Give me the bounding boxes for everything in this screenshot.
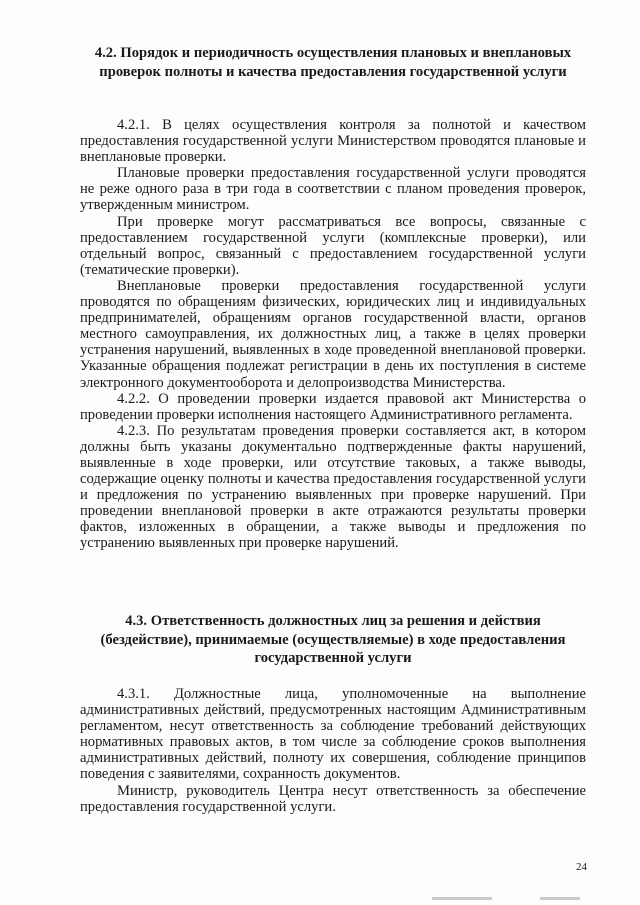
paragraph-4-2-2: 4.2.2. О проведении проверки издается правовой акт Министерства о проведении проверки исполнения настоящего Административного регламента. [80,390,586,423]
paragraph-check-scope: При проверке могут рассматриваться все вопросы, связанные с предоставлением государственной услуги (комплексные проверки), или отдельный вопрос, связанный с предоставлением государственной услуги (тематические проверки). [80,213,586,278]
paragraph-minister-responsibility: Министр, руководитель Центра несут ответственность за обеспечение предоставления государственной услуги. [80,782,586,815]
paragraph-unplanned-checks: Внеплановые проверки предоставления государственной услуги проводятся по обращениям физических, юридических лиц и индивидуальных предпринимателей, обращениям органов государственной власти, органов местного самоуправления, их должностных лиц, а также в целях проверки устранения нарушений, выявленных в ходе проведенной внеплановой проверки. Указанные обращения подлежат регистрации в день их поступления в системе электронного документооборота и делопроизводства Министерства. [80,277,586,391]
scan-artifact [432,897,492,900]
paragraph-4-3-1: 4.3.1. Должностные лица, уполномоченные на выполнение административных действий, предусмотренных настоящим Административным регламентом, несут ответственность за соблюдение требований действующих нормативных правовых актов, в том числе за соблюдение сроков выполнения административных действий, полноту их совершения, соблюдение принципов поведения с заявителями, сохранность документов. [80,686,586,783]
section-4-3-body [80,686,586,815]
page-number: 24 [576,861,587,873]
document-page [80,0,586,905]
paragraph-planned-checks: Плановые проверки предоставления государственной услуги проводятся не реже одного раза в три года в соответствии с планом проведения проверок, утвержденным министром. [80,165,586,214]
section-4-2-body [80,117,586,552]
paragraph-4-2-1: 4.2.1. В целях осуществления контроля за полнотой и качеством предоставления государственной услуги Министерством проводятся плановые и внеплановые проверки. [80,117,586,166]
scan-artifact [540,897,580,900]
section-4-2-heading: 4.2. Порядок и периодичность осуществления плановых и внеплановых проверок полноты и качества предоставления государственной услуги [94,45,572,80]
section-4-3-heading: 4.3. Ответственность должностных лиц за решения и действия (бездействие), принимаемые (осуществляемые) в ходе предоставления государственной услуги [100,613,566,666]
paragraph-4-2-3: 4.2.3. По результатам проведения проверки составляется акт, в котором должны быть указаны документально подтвержденные факты нарушений, выявленные в ходе проверки, или отсутствие таковых, а также выводы, содержащие оценку полноты и качества предоставления государственной услуги и предложения по устранению выявленных при проверке нарушений. При проведении внеплановой проверки в акте отражаются результаты проверки фактов, изложенных в обращении, а также выводы и предложения по устранению выявленных при проверке нарушений. [80,422,586,552]
